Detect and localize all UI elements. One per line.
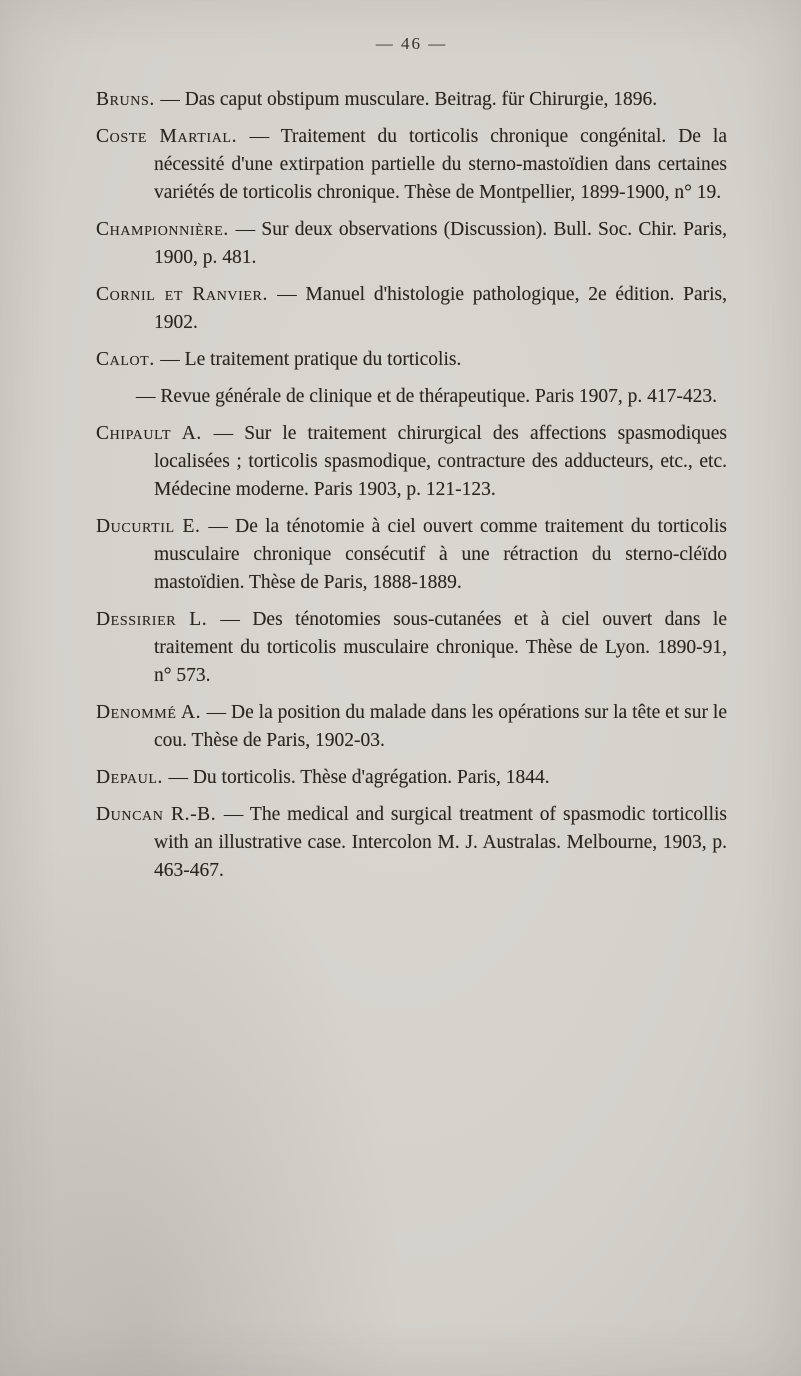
entry-text: — Des ténotomies sous-cutanées et à ciel ouvert dans le traitement du torticolis musculaire chronique. Thèse de Lyon. 1890-91, n° 573. xyxy=(154,609,727,686)
bibliography-entry xyxy=(96,801,727,885)
entry-author: Duncan R.-B. xyxy=(96,804,224,825)
bibliography-entry xyxy=(96,346,727,374)
entry-text: — Sur le traitement chirurgical des affections spasmodiques localisées ; torticolis spasmodique, contracture des adducteurs, etc., etc. Médecine moderne. Paris 1903, p. 121-123. xyxy=(154,423,727,500)
entry-text: — Revue générale de clinique et de thérapeutique. Paris 1907, p. 417-423. xyxy=(136,386,718,407)
bibliography-entry xyxy=(96,699,727,755)
entry-text: — Du torticolis. Thèse d'agrégation. Paris, 1844. xyxy=(168,767,550,788)
entry-author: Dessirier L. xyxy=(96,609,221,630)
bibliography-entry xyxy=(96,513,727,597)
entry-author: Bruns. xyxy=(96,89,161,110)
entry-text: — Traitement du torticolis chronique congénital. De la nécessité d'une extirpation partielle du sterno-mastoïdien dans certaines variétés de torticolis chronique. Thèse de Montpellier, 1899-1900, n° 19. xyxy=(154,126,727,203)
bibliography-entry-continuation xyxy=(136,383,727,411)
bibliography-entry xyxy=(96,281,727,337)
entry-text: — The medical and surgical treatment of spasmodic torticollis with an illustrative case. Intercolon M. J. Australas. Melbourne, 1903, p. 463-467. xyxy=(154,804,728,881)
entry-author: Cornil et Ranvier. xyxy=(96,284,278,305)
bibliography-entry xyxy=(96,123,727,207)
entry-text: — Manuel d'histologie pathologique, 2e édition. Paris, 1902. xyxy=(154,284,727,333)
bibliography-entry xyxy=(96,86,727,114)
entry-author: Denommé A. xyxy=(96,702,207,723)
bibliography-entry xyxy=(96,216,727,272)
bibliography-entry xyxy=(96,606,727,690)
bibliography-list xyxy=(96,86,727,885)
entry-author: Championnière. xyxy=(96,219,236,240)
entry-text: — Das caput obstipum musculare. Beitrag. für Chirurgie, 1896. xyxy=(160,89,658,110)
entry-text: — Sur deux observations (Discussion). Bull. Soc. Chir. Paris, 1900, p. 481. xyxy=(154,219,727,268)
entry-text: — Le traitement pratique du torticolis. xyxy=(160,349,462,370)
entry-author: Chipault A. xyxy=(96,423,214,444)
entry-author: Coste Martial. xyxy=(96,126,250,147)
page-number: — 46 — xyxy=(375,34,448,53)
entry-author: Depaul. xyxy=(96,767,169,788)
bibliography-entry xyxy=(96,764,727,792)
entry-author: Calot. xyxy=(96,349,161,370)
bibliography-entry xyxy=(96,420,727,504)
entry-author: Ducurtil E. xyxy=(96,516,209,537)
entry-text: — De la ténotomie à ciel ouvert comme traitement du torticolis musculaire chronique consécutif à une rétraction du sterno-cléïdo mastoïdien. Thèse de Paris, 1888-1889. xyxy=(154,516,728,593)
entry-text: — De la position du malade dans les opérations sur la tête et sur le cou. Thèse de Paris, 1902-03. xyxy=(154,702,727,751)
